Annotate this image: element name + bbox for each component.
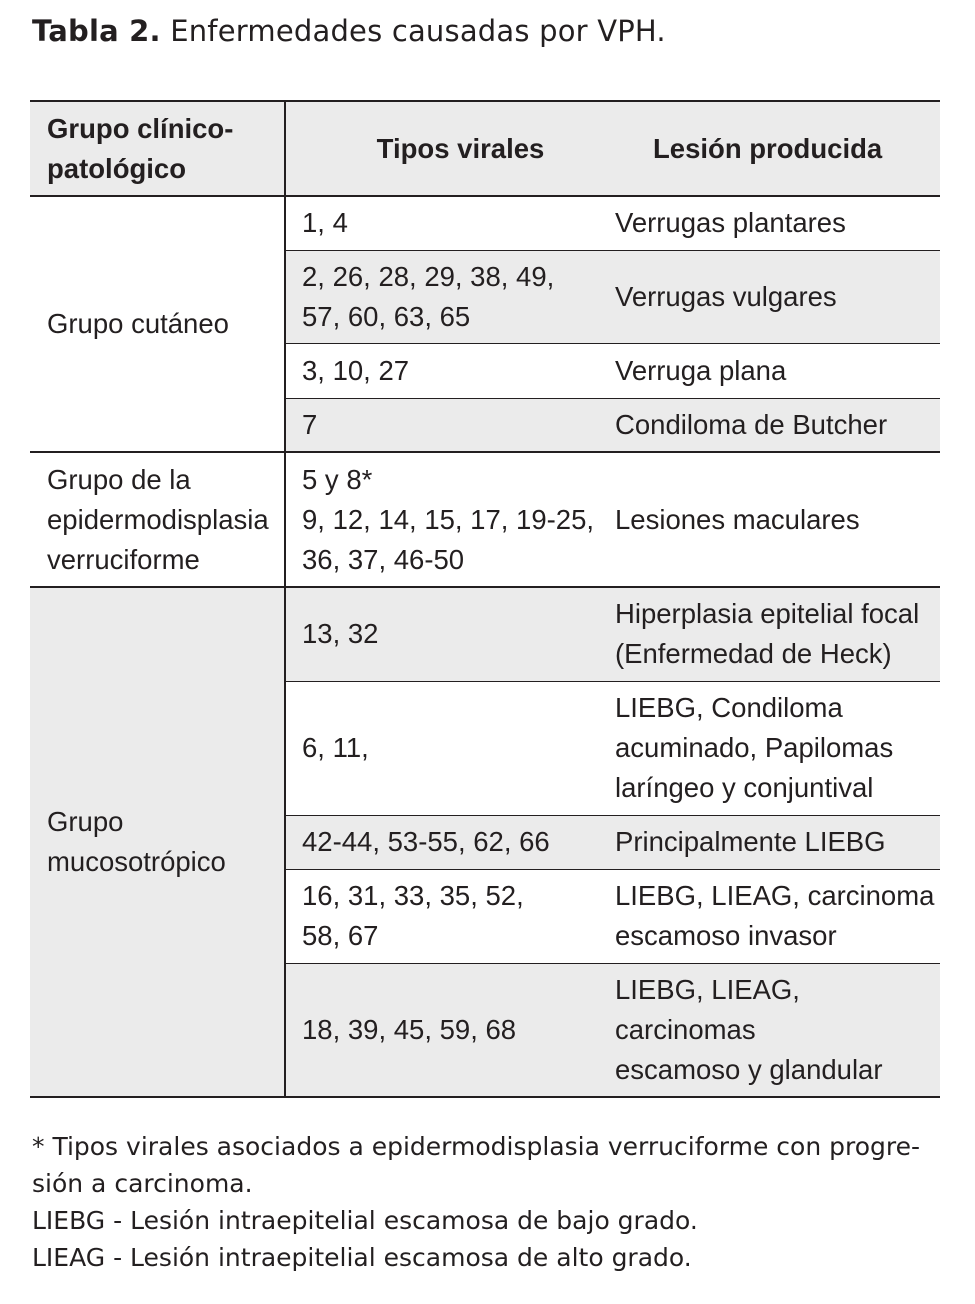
lesion-cell: Condiloma de Butcher: [615, 398, 940, 452]
lesion-cell: LIEBG, Condiloma acuminado, Papilomas laríngeo y conjuntival: [615, 681, 940, 815]
viral-types-cell: 6, 11,: [285, 681, 615, 815]
lesion-cell: LIEBG, LIEAG, carcinomas escamoso y glandular: [615, 963, 940, 1097]
table-title-text: Enfermedades causadas por VPH.: [170, 14, 666, 48]
viral-types-cell: 42-44, 53-55, 62, 66: [285, 815, 615, 869]
header-lesion: Lesión producida: [615, 101, 940, 196]
footnote-line-2: sión a carcinoma.: [32, 1169, 253, 1198]
table-row: [30, 196, 940, 250]
table-title: [32, 14, 666, 48]
table-header-row: [30, 101, 940, 196]
viral-types-cell: 13, 32: [285, 587, 615, 681]
footnote-line-1: * Tipos virales asociados a epidermodisplasia verruciforme con progre-: [32, 1132, 921, 1161]
header-viral-types: Tipos virales: [285, 101, 615, 196]
group-label-cutaneous: Grupo cutáneo: [30, 196, 285, 452]
group-label-mucosotropic: Grupo mucosotrópico: [30, 587, 285, 1097]
header-clinical-group: Grupo clínico- patológico: [30, 101, 285, 196]
lesion-cell: Principalmente LIEBG: [615, 815, 940, 869]
hpv-diseases-table: [30, 100, 940, 1098]
viral-types-cell: 3, 10, 27: [285, 343, 615, 398]
table-row: [30, 587, 940, 681]
viral-types-cell: 18, 39, 45, 59, 68: [285, 963, 615, 1097]
abbreviation-lieag: LIEAG - Lesión intraepitelial escamosa de alto grado.: [32, 1243, 692, 1272]
viral-types-cell: 5 y 8* 9, 12, 14, 15, 17, 19-25, 36, 37, 46-50: [285, 452, 615, 587]
table-title-label: Tabla 2.: [32, 14, 161, 48]
table-notes: [32, 1128, 937, 1276]
lesion-cell: Verrugas plantares: [615, 196, 940, 250]
viral-types-cell: 2, 26, 28, 29, 38, 49, 57, 60, 63, 65: [285, 250, 615, 343]
lesion-cell: Verrugas vulgares: [615, 250, 940, 343]
abbreviation-liebg: LIEBG - Lesión intraepitelial escamosa de bajo grado.: [32, 1206, 698, 1235]
table-row: [30, 452, 940, 587]
lesion-cell: Lesiones maculares: [615, 452, 940, 587]
group-label-epidermodysplasia: Grupo de la epidermodisplasia verruciforme: [30, 452, 285, 587]
viral-types-cell: 1, 4: [285, 196, 615, 250]
lesion-cell: Hiperplasia epitelial focal (Enfermedad de Heck): [615, 587, 940, 681]
lesion-cell: Verruga plana: [615, 343, 940, 398]
lesion-cell: LIEBG, LIEAG, carcinoma escamoso invasor: [615, 869, 940, 963]
viral-types-cell: 16, 31, 33, 35, 52, 58, 67: [285, 869, 615, 963]
viral-types-cell: 7: [285, 398, 615, 452]
